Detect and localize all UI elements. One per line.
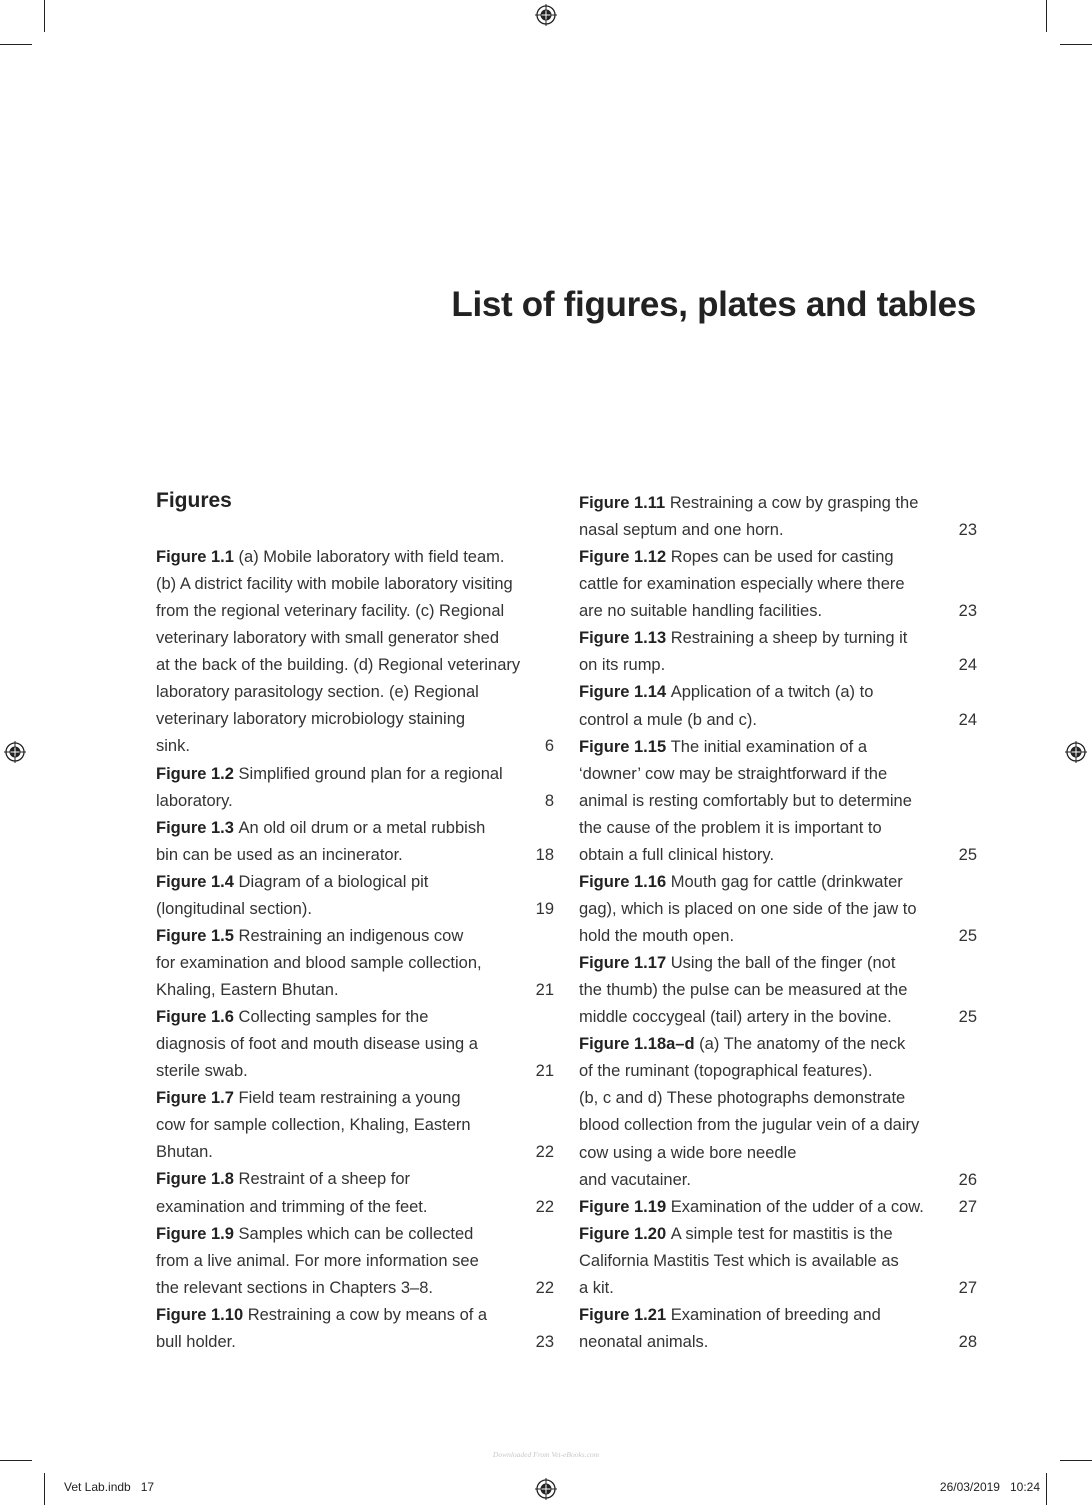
figure-entry-line xyxy=(579,734,977,761)
figure-caption-text: Restraining a cow by grasping the xyxy=(669,494,919,512)
figure-caption-text: animal is resting comfortably but to determine xyxy=(579,791,912,810)
figure-caption-text: cow using a wide bore needle xyxy=(579,1143,797,1162)
figure-caption-text: ‘downer’ cow may be straightforward if the xyxy=(579,764,888,783)
figure-entry-line xyxy=(156,896,554,923)
figure-caption-text: The initial examination of a xyxy=(670,737,867,756)
figure-entry-line xyxy=(156,1221,554,1248)
page-number: 25 xyxy=(958,927,977,945)
figure-entry-line xyxy=(156,1139,554,1166)
figure-label: Figure 1.21 xyxy=(579,1305,667,1324)
figure-entry-line xyxy=(156,571,554,598)
watermark: Downloaded From Vet-eBooks.com xyxy=(492,1450,600,1459)
figure-entry xyxy=(579,950,977,1031)
figure-caption-text: (b) A district facility with mobile laboratory visiting xyxy=(156,575,513,594)
figure-entry-line xyxy=(579,1302,977,1329)
page-number: 25 xyxy=(958,845,977,864)
figure-entry-line xyxy=(156,1275,554,1302)
figure-entry xyxy=(156,869,554,923)
registration-mark-icon xyxy=(4,741,26,763)
figure-caption-text: cattle for examination especially where there xyxy=(579,575,905,594)
figure-entry-line xyxy=(156,1329,554,1356)
crop-mark xyxy=(1046,0,1047,32)
page-number: 27 xyxy=(958,1278,977,1297)
figure-caption-text: for examination and blood sample collection, xyxy=(156,953,482,972)
figure-entry-line xyxy=(579,625,977,652)
figure-caption-text: Restraining an indigenous cow xyxy=(238,926,464,945)
footer-timestamp: 26/03/2019 10:24 xyxy=(939,1480,1040,1494)
page-number: 22 xyxy=(535,1278,554,1297)
figure-entry-line xyxy=(156,1031,554,1058)
registration-mark-icon xyxy=(535,4,557,26)
figure-caption-text: (longitudinal section). xyxy=(156,899,312,918)
page-number: 23 xyxy=(958,521,977,540)
figure-label: Figure 1.10 xyxy=(156,1305,244,1324)
figure-entry xyxy=(579,869,977,950)
footer-filename: Vet Lab.indb 17 xyxy=(64,1480,155,1494)
figure-caption-text: Application of a twitch (a) to xyxy=(670,683,874,702)
figure-caption-text: control a mule (b and c). xyxy=(579,710,757,729)
figure-entry xyxy=(156,1085,554,1166)
figure-entry xyxy=(156,815,554,869)
figure-caption-text: Mouth gag for cattle (drinkwater xyxy=(670,872,903,891)
figure-entry-line xyxy=(156,815,554,842)
page-number: 23 xyxy=(958,602,977,621)
page-number: 21 xyxy=(535,1062,554,1081)
figure-entry-line xyxy=(579,788,977,815)
figure-caption-text: a kit. xyxy=(579,1278,614,1297)
figure-caption-text: veterinary laboratory microbiology staining xyxy=(156,710,466,729)
figure-caption-text: Simplified ground plan for a regional xyxy=(238,764,503,783)
figure-caption-text: Restraint of a sheep for xyxy=(238,1170,411,1189)
figure-caption-text: A simple test for mastitis is the xyxy=(670,1224,893,1243)
figure-entry-line xyxy=(579,761,977,788)
figure-entry-line xyxy=(579,869,977,896)
figure-caption-text: An old oil drum or a metal rubbish xyxy=(238,818,486,837)
crop-mark xyxy=(1046,1473,1047,1505)
figure-label: Figure 1.2 xyxy=(156,764,234,783)
figure-caption-text: examination and trimming of the feet. xyxy=(156,1197,428,1216)
figure-label: Figure 1.7 xyxy=(156,1089,234,1108)
figure-entry xyxy=(579,490,977,544)
page-number: 25 xyxy=(958,1008,977,1027)
page-number: 19 xyxy=(535,899,554,918)
figure-entry-line xyxy=(156,1302,554,1329)
figure-label: Figure 1.3 xyxy=(156,818,234,837)
figure-caption-text: nasal septum and one horn. xyxy=(579,521,784,540)
figure-entry-line xyxy=(156,761,554,788)
figure-entry xyxy=(156,1302,554,1356)
registration-mark-icon xyxy=(535,1478,557,1500)
figure-label: Figure 1.14 xyxy=(579,683,667,702)
figure-entry xyxy=(156,761,554,815)
figure-label: Figure 1.13 xyxy=(579,629,667,648)
registration-mark-icon xyxy=(1065,741,1087,763)
page-number: 27 xyxy=(958,1197,977,1216)
crop-mark xyxy=(44,1473,45,1505)
figure-entry-line xyxy=(156,842,554,869)
figure-entry xyxy=(156,1166,554,1220)
page-number: 22 xyxy=(535,1197,554,1216)
figure-entry-line xyxy=(579,1275,977,1302)
figure-label: Figure 1.17 xyxy=(579,954,667,973)
section-heading: Figures xyxy=(156,489,232,512)
figure-entry-line xyxy=(156,950,554,977)
figure-caption-text: Examination of the udder of a cow. xyxy=(670,1197,924,1216)
figure-caption-text: Bhutan. xyxy=(156,1143,213,1162)
figure-entry-line xyxy=(579,652,977,679)
figure-entry-line xyxy=(579,544,977,571)
figure-caption-text: are no suitable handling facilities. xyxy=(579,602,823,621)
figure-entry-line xyxy=(156,1166,554,1193)
figure-caption-text: bull holder. xyxy=(156,1332,236,1351)
figure-caption-text: hold the mouth open. xyxy=(579,927,735,945)
figure-label: Figure 1.18a–d xyxy=(579,1035,695,1054)
figure-caption-text: laboratory parasitology section. (e) Regional xyxy=(156,683,479,702)
figure-list-left-column xyxy=(156,544,554,1356)
figure-caption-text: Examination of breeding and xyxy=(670,1305,881,1324)
figure-entry-line xyxy=(579,977,977,1004)
figure-label: Figure 1.4 xyxy=(156,872,234,891)
figure-label: Figure 1.16 xyxy=(579,872,667,891)
figure-entry xyxy=(579,1221,977,1302)
figure-caption-text: bin can be used as an incinerator. xyxy=(156,845,403,864)
page-number: 24 xyxy=(958,656,977,675)
figure-entry-line xyxy=(579,1112,977,1139)
figure-entry-line xyxy=(156,625,554,652)
figure-caption-text: Collecting samples for the xyxy=(238,1008,429,1027)
figure-entry-line xyxy=(579,490,977,517)
figure-entry-line xyxy=(579,842,977,869)
crop-mark xyxy=(1060,1460,1092,1461)
figure-list-right-column xyxy=(579,490,977,1356)
figure-caption-text: on its rump. xyxy=(579,656,666,675)
crop-mark xyxy=(1060,44,1092,45)
figure-entry-line xyxy=(579,1167,977,1194)
figure-entry-line xyxy=(579,1031,977,1058)
figure-entry xyxy=(579,625,977,679)
figure-caption-text: gag), which is placed on one side of the jaw to xyxy=(579,899,917,918)
figure-entry-line xyxy=(579,517,977,544)
figure-entry-line xyxy=(156,1085,554,1112)
figure-caption-text: from the regional veterinary facility. (c) Regional xyxy=(156,602,505,621)
crop-mark xyxy=(0,44,32,45)
figure-label: Figure 1.20 xyxy=(579,1224,667,1243)
figure-entry-line xyxy=(156,544,554,571)
figure-caption-text: Using the ball of the finger (not xyxy=(670,954,896,973)
page-number: 24 xyxy=(958,710,977,729)
figure-entry-line xyxy=(579,1140,977,1167)
figure-entry xyxy=(579,734,977,869)
page-number: 23 xyxy=(535,1332,554,1351)
figure-label: Figure 1.8 xyxy=(156,1170,234,1189)
figure-entry-line xyxy=(579,707,977,734)
figure-entry-line xyxy=(156,1004,554,1031)
figure-label: Figure 1.9 xyxy=(156,1224,234,1243)
figure-caption-text: Field team restraining a young xyxy=(238,1089,461,1108)
figure-caption-text: Diagram of a biological pit xyxy=(238,872,429,891)
figure-caption-text: Samples which can be collected xyxy=(238,1224,474,1243)
figure-entry xyxy=(156,923,554,1004)
figure-caption-text: laboratory. xyxy=(156,791,233,810)
figure-caption-text: Restraining a sheep by turning it xyxy=(670,629,908,648)
figure-entry-line xyxy=(579,571,977,598)
figure-entry-line xyxy=(579,1221,977,1248)
figure-entry-line xyxy=(579,815,977,842)
figure-label: Figure 1.12 xyxy=(579,548,667,567)
figure-entry xyxy=(579,1031,977,1193)
figure-caption-text: of the ruminant (topographical features). xyxy=(579,1062,873,1081)
figure-caption-text: the thumb) the pulse can be measured at the xyxy=(579,981,908,1000)
figure-label: Figure 1.6 xyxy=(156,1008,234,1027)
figure-entry-line xyxy=(156,1194,554,1221)
figure-entry xyxy=(156,1221,554,1302)
page-number: 28 xyxy=(958,1332,977,1351)
figure-label: Figure 1.11 xyxy=(579,494,666,512)
figure-entry xyxy=(579,1194,977,1221)
figure-label: Figure 1.5 xyxy=(156,926,234,945)
figure-entry-line xyxy=(579,923,977,950)
crop-mark xyxy=(0,1460,32,1461)
figure-entry-line xyxy=(156,788,554,815)
figure-caption-text: blood collection from the jugular vein of a dairy xyxy=(579,1116,920,1135)
page-number: 22 xyxy=(535,1143,554,1162)
figure-caption-text: sterile swab. xyxy=(156,1062,248,1081)
figure-entry-line xyxy=(156,1112,554,1139)
figure-entry-line xyxy=(579,1058,977,1085)
figure-caption-text: Restraining a cow by means of a xyxy=(247,1305,488,1324)
figure-entry-line xyxy=(156,706,554,733)
page-number: 26 xyxy=(958,1170,977,1189)
figure-entry xyxy=(156,544,554,761)
figure-caption-text: Khaling, Eastern Bhutan. xyxy=(156,981,339,999)
figure-caption-text: (a) The anatomy of the neck xyxy=(699,1035,906,1054)
figure-entry-line xyxy=(156,733,554,760)
figure-caption-text: neonatal animals. xyxy=(579,1332,709,1351)
figure-entry xyxy=(579,544,977,625)
figure-caption-text: diagnosis of foot and mouth disease using a xyxy=(156,1035,478,1054)
figure-entry-line xyxy=(156,869,554,896)
figure-entry xyxy=(579,1302,977,1356)
figure-entry-line xyxy=(579,1194,977,1221)
figure-caption-text: the relevant sections in Chapters 3–8. xyxy=(156,1278,433,1297)
figure-entry-line xyxy=(579,679,977,706)
figure-caption-text: from a live animal. For more information see xyxy=(156,1251,479,1270)
crop-mark xyxy=(44,0,45,32)
figure-caption-text: at the back of the building. (d) Regional veterinary xyxy=(156,656,521,675)
figure-entry-line xyxy=(579,1004,977,1031)
figure-entry xyxy=(579,679,977,733)
figure-label: Figure 1.1 xyxy=(156,548,234,566)
figure-entry xyxy=(156,1004,554,1085)
figure-caption-text: the cause of the problem it is important to xyxy=(579,818,882,837)
figure-entry-line xyxy=(579,950,977,977)
figure-entry-line xyxy=(156,977,554,1004)
figure-caption-text: Ropes can be used for casting xyxy=(670,548,894,567)
figure-label: Figure 1.15 xyxy=(579,737,667,756)
figure-caption-text: (b, c and d) These photographs demonstrate xyxy=(579,1089,906,1108)
figure-label: Figure 1.19 xyxy=(579,1197,667,1216)
page-title: List of figures, plates and tables xyxy=(451,285,976,324)
figure-entry-line xyxy=(156,652,554,679)
figure-caption-text: (a) Mobile laboratory with field team. xyxy=(238,548,505,566)
figure-entry-line xyxy=(156,1248,554,1275)
figure-entry-line xyxy=(579,598,977,625)
figure-entry-line xyxy=(156,679,554,706)
figure-entry-line xyxy=(156,598,554,625)
page-number: 6 xyxy=(544,737,554,756)
figure-caption-text: cow for sample collection, Khaling, Eastern xyxy=(156,1116,471,1135)
figure-entry-line xyxy=(579,896,977,923)
figure-entry-line xyxy=(579,1085,977,1112)
figure-caption-text: California Mastitis Test which is available as xyxy=(579,1251,899,1270)
figure-entry-line xyxy=(579,1248,977,1275)
page-number: 18 xyxy=(535,845,554,864)
figure-caption-text: veterinary laboratory with small generator shed xyxy=(156,629,499,648)
figure-entry-line xyxy=(579,1329,977,1356)
figure-caption-text: middle coccygeal (tail) artery in the bovine. xyxy=(579,1008,892,1027)
figure-caption-text: and vacutainer. xyxy=(579,1170,691,1189)
figure-caption-text: sink. xyxy=(156,737,190,756)
figure-entry-line xyxy=(156,1058,554,1085)
page-number: 8 xyxy=(544,791,554,810)
figure-caption-text: obtain a full clinical history. xyxy=(579,845,775,864)
page-number: 21 xyxy=(535,981,554,999)
figure-entry-line xyxy=(156,923,554,950)
